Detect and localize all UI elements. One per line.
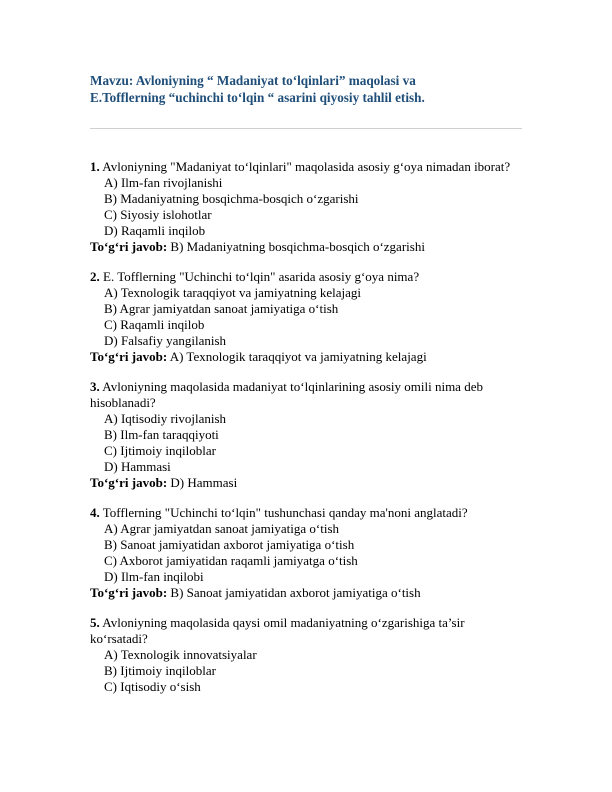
answer-option: C) Raqamli inqilob	[104, 317, 205, 332]
question-text	[90, 379, 522, 411]
question-text	[90, 269, 522, 285]
question-block	[90, 159, 522, 255]
question-number: 4.	[90, 505, 100, 520]
answer-option: D) Hammasi	[104, 459, 171, 474]
question-number: 1.	[90, 159, 100, 174]
answer-option: B) Madaniyatning bosqichma-bosqich o‘zgarishi	[104, 191, 359, 206]
correct-answer-value: B) Sanoat jamiyatidan axborot jamiyatiga o‘tish	[170, 585, 421, 600]
question-body: E. Tofflerning "Uchinchi to‘lqin" asarida asosiy g‘oya nima?	[103, 269, 420, 284]
correct-answer	[90, 585, 522, 601]
divider	[90, 128, 522, 129]
question-body: Avloniyning maqolasida qaysi omil madaniyatning o‘zgarishiga ta’sir ko‘rsatadi?	[90, 615, 465, 646]
title-line-2: E.Tofflerning “uchinchi to‘lqin “ asarini qiyosiy tahlil etish.	[90, 90, 425, 105]
correct-answer	[90, 239, 522, 255]
correct-answer-label: To‘g‘ri javob:	[90, 239, 168, 254]
correct-answer-value: A) Texnologik taraqqiyot va jamiyatning kelajagi	[169, 349, 427, 364]
title-line-1: Mavzu: Avloniyning “ Madaniyat to‘lqinlari” maqolasi va	[90, 73, 416, 88]
question-block	[90, 615, 522, 695]
question-block	[90, 379, 522, 491]
question-number: 2.	[90, 269, 100, 284]
answer-option: B) Sanoat jamiyatidan axborot jamiyatiga o‘tish	[104, 537, 355, 552]
correct-answer-value: D) Hammasi	[170, 475, 238, 490]
answer-option: D) Ilm-fan inqilobi	[104, 569, 204, 584]
question-block	[90, 269, 522, 365]
answer-option: D) Falsafiy yangilanish	[104, 333, 227, 348]
answer-option: A) Agrar jamiyatdan sanoat jamiyatiga o‘tish	[104, 521, 340, 536]
page-title	[90, 72, 522, 106]
answer-option: A) Texnologik taraqqiyot va jamiyatning kelajagi	[104, 285, 361, 300]
answer-option: C) Iqtisodiy o‘sish	[104, 679, 201, 694]
question-text	[90, 159, 522, 175]
answer-option: C) Ijtimoiy inqiloblar	[104, 443, 216, 458]
question-body: Avloniyning maqolasida madaniyat to‘lqinlarining asosiy omili nima deb hisoblanadi?	[90, 379, 483, 410]
question-number: 5.	[90, 615, 100, 630]
answer-option: B) Ijtimoiy inqiloblar	[104, 663, 216, 678]
correct-answer	[90, 475, 522, 491]
correct-answer-label: To‘g‘ri javob:	[90, 349, 168, 364]
correct-answer	[90, 349, 522, 365]
question-body: Avloniyning "Madaniyat to‘lqinlari" maqolasida asosiy g‘oya nimadan iborat?	[102, 159, 511, 174]
question-number: 3.	[90, 379, 100, 394]
answer-option: A) Ilm-fan rivojlanishi	[104, 175, 223, 190]
question-block	[90, 505, 522, 601]
answer-option: C) Siyosiy islohotlar	[104, 207, 212, 222]
question-text	[90, 615, 522, 647]
answer-option: C) Axborot jamiyatidan raqamli jamiyatga o‘tish	[104, 553, 358, 568]
answer-option: D) Raqamli inqilob	[104, 223, 206, 238]
document-page	[90, 72, 522, 709]
correct-answer-label: To‘g‘ri javob:	[90, 585, 168, 600]
answer-option: A) Texnologik innovatsiyalar	[104, 647, 257, 662]
question-body: Tofflerning "Uchinchi to‘lqin" tushunchasi qanday ma'noni anglatadi?	[102, 505, 468, 520]
question-text	[90, 505, 522, 521]
correct-answer-value: B) Madaniyatning bosqichma-bosqich o‘zgarishi	[170, 239, 425, 254]
answer-option: A) Iqtisodiy rivojlanish	[104, 411, 227, 426]
correct-answer-label: To‘g‘ri javob:	[90, 475, 168, 490]
answer-option: B) Agrar jamiyatdan sanoat jamiyatiga o‘tish	[104, 301, 339, 316]
answer-option: B) Ilm-fan taraqqiyoti	[104, 427, 219, 442]
question-list	[90, 159, 522, 695]
